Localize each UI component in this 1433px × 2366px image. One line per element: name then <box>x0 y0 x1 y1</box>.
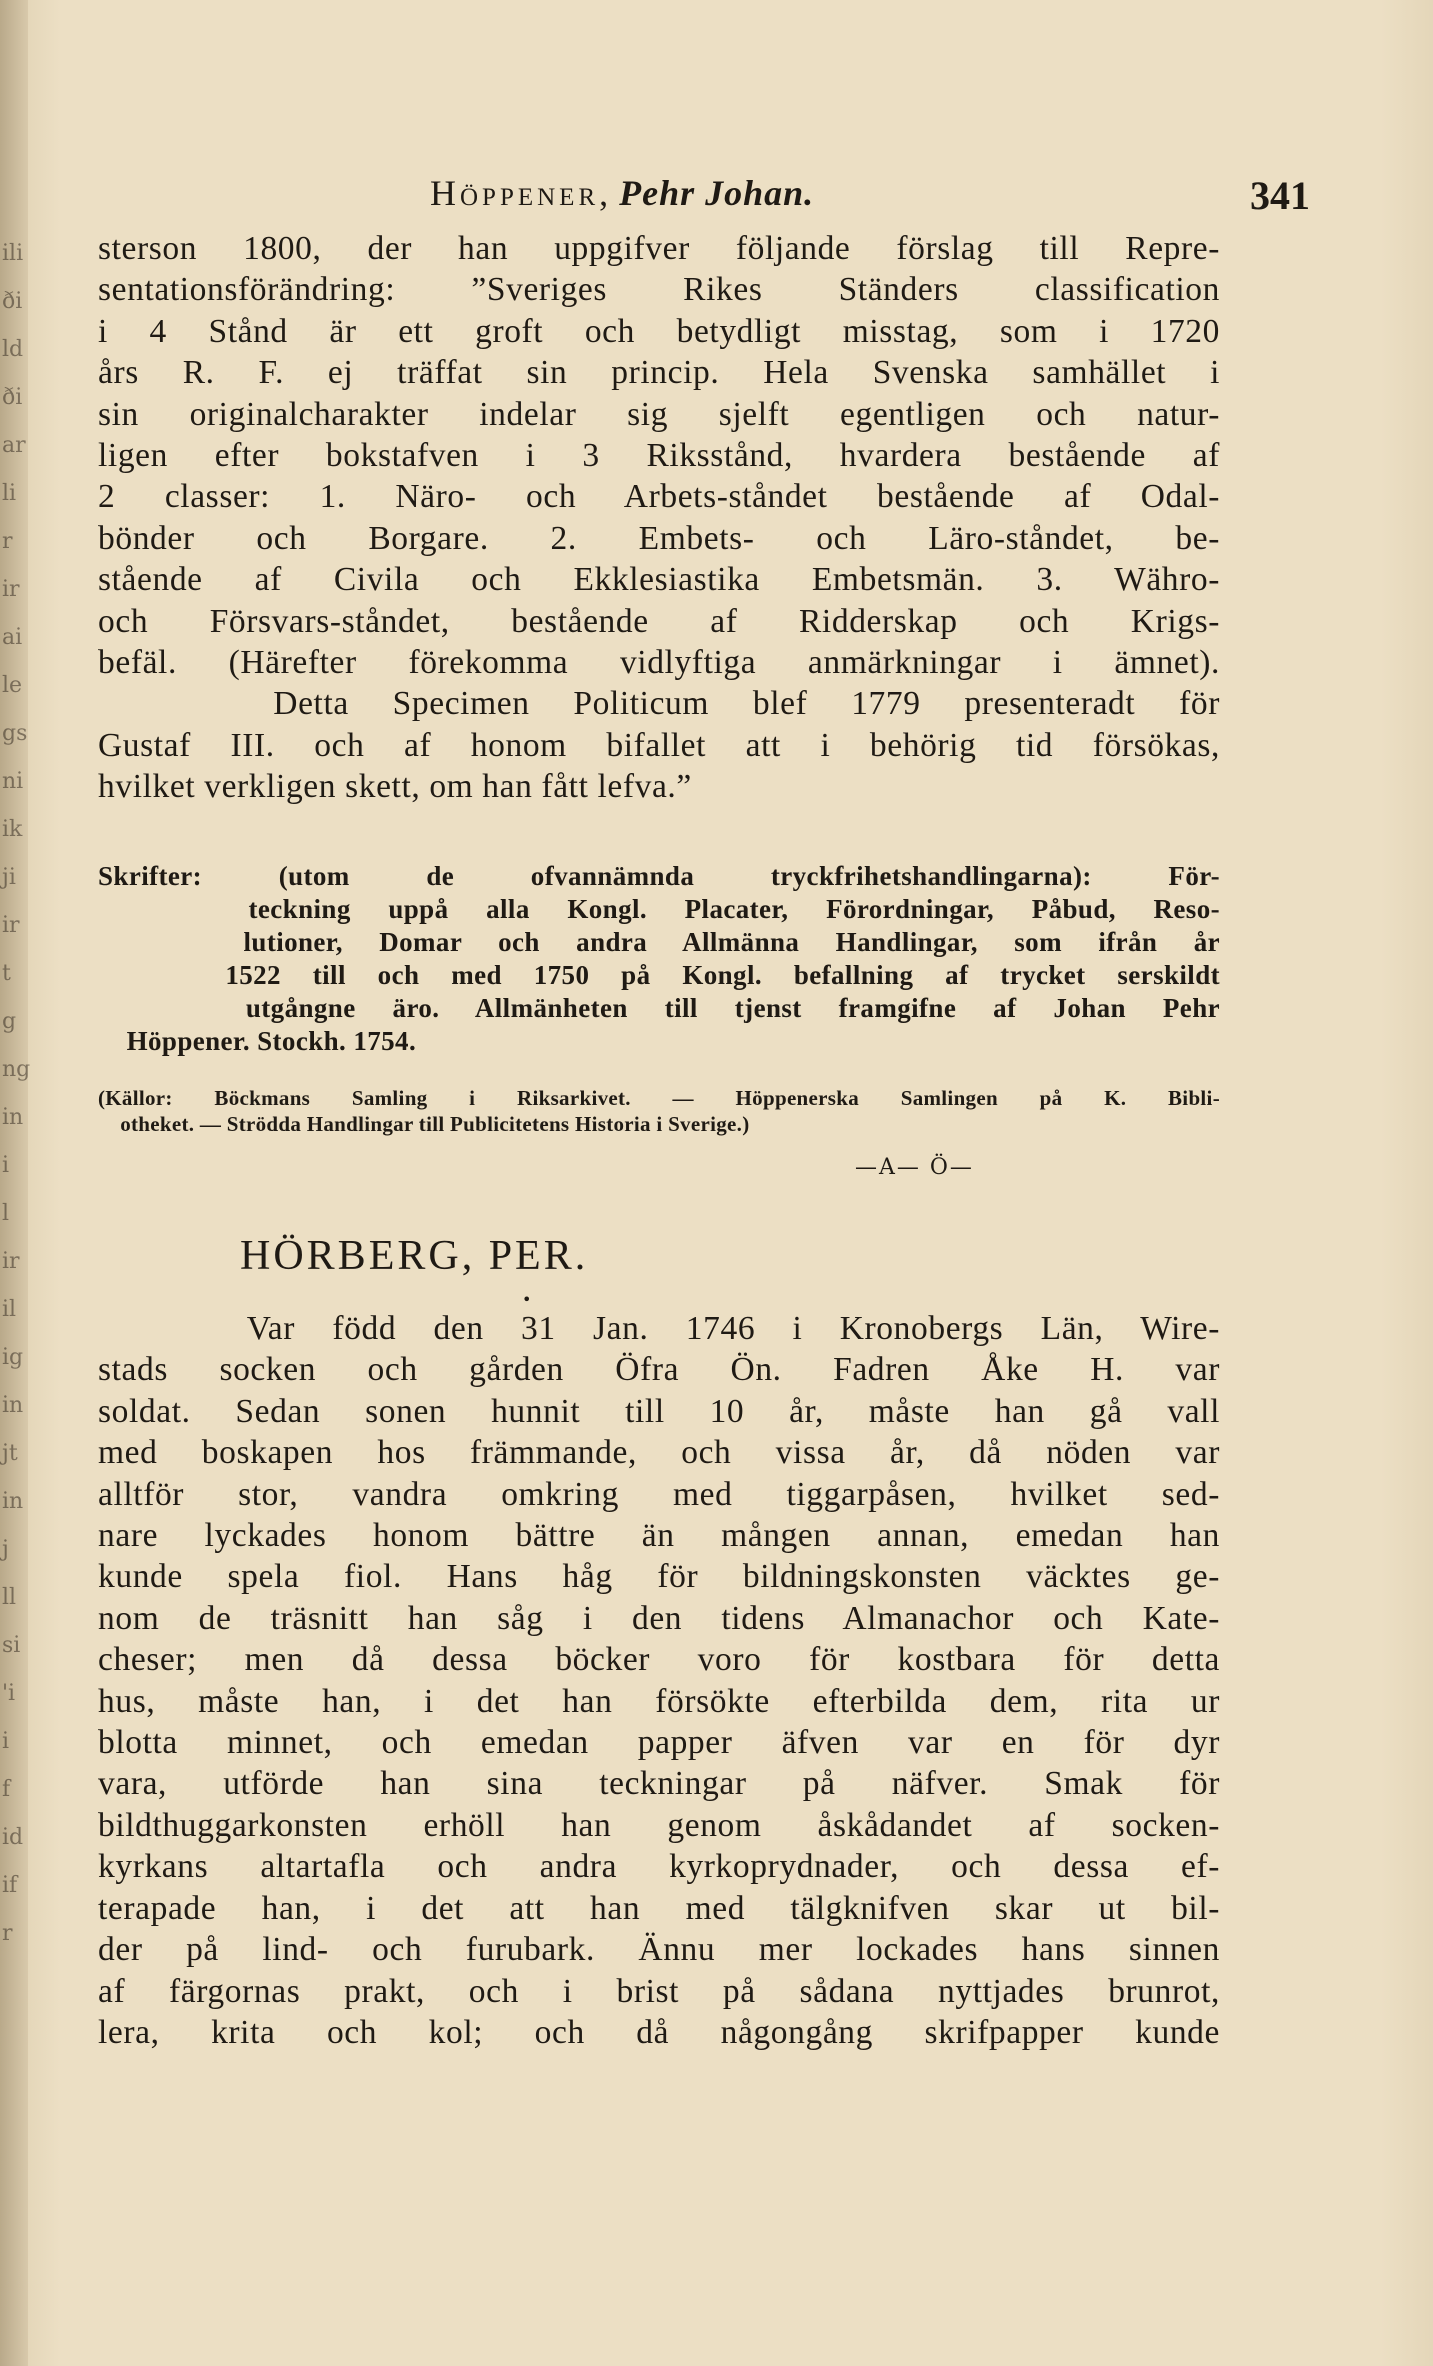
page-number: 341 <box>1250 173 1310 218</box>
text-line: terapade han, i det att han med tälgknifven skar ut bil- <box>98 1889 1220 1927</box>
text-line: blotta minnet, och emedan papper äfven var en för dyr <box>98 1724 1220 1762</box>
text-line: af färgornas prakt, och i brist på sådana nyttjades brunrot, <box>98 1972 1220 2010</box>
skrifter-section <box>98 860 1220 1058</box>
text-line: stående af Civila och Ekklesiastika Embetsmän. 3. Währo- <box>98 561 1220 599</box>
entry-continuation <box>98 228 1220 808</box>
text-line: lutioner, Domar och andra Allmänna Handlingar, som ifrån år <box>98 927 1220 957</box>
text-line: i 4 Stånd är ett groft och betydligt misstag, som i 1720 <box>98 312 1220 350</box>
text-line: sentationsförändring: ”Sveriges Rikes Ständers classification <box>98 271 1220 309</box>
text-line: utgångne äro. Allmänheten till tjenst framgifne af Johan Pehr <box>98 993 1220 1023</box>
text-line: Var född den 31 Jan. 1746 i Kronobergs Län, Wire- <box>98 1310 1220 1347</box>
text-line: hvilket verkligen skett, om han fått lefva.” <box>98 768 692 806</box>
text-line: alltför stor, vandra omkring med tiggarpåsen, hvilket sed- <box>98 1475 1220 1513</box>
text-line: kyrkans altartafla och andra kyrkoprydnader, och dessa ef- <box>98 1848 1220 1886</box>
text-line: teckning uppå alla Kongl. Placater, Förordningar, Påbud, Reso- <box>98 894 1220 924</box>
text-line: bildthuggarkonsten erhöll han genom åskådandet af socken- <box>98 1806 1220 1844</box>
facing-page-bleed-text: ili ði ld ði ar li r ir ai le gs ni ik ji ir t g ng in i l ir il ig in jt in j ll si 'i i f id if r <box>2 241 31 1946</box>
text-line: sin originalcharakter indelar sig sjelft egentligen och natur- <box>98 395 1220 433</box>
text-line: Skrifter: (utom de ofvannämnda tryckfrihetshandlingarna): För- <box>98 861 1220 891</box>
page-header <box>430 172 1340 222</box>
text-line: ligen efter bokstafven i 3 Riksstånd, hvardera bestående af <box>98 437 1220 475</box>
text-line: sterson 1800, der han uppgifver följande förslag till Repre- <box>98 230 1220 267</box>
text-line: Höppener. Stockh. 1754. <box>98 1026 417 1056</box>
text-line: Detta Specimen Politicum blef 1779 presenteradt för <box>98 685 1220 723</box>
text-line: nare lyckades honom bättre än mången annan, emedan han <box>98 1517 1220 1555</box>
running-head-given-names: Pehr Johan. <box>619 173 815 213</box>
text-line: 2 classer: 1. Näro- och Arbets-ståndet bestående af Odal- <box>98 478 1220 516</box>
text-line: vara, utförde han sina teckningar på näfver. Smak för <box>98 1765 1220 1803</box>
text-line: och Försvars-ståndet, bestående af Ridderskap och Krigs- <box>98 602 1220 640</box>
print-speck: • <box>522 1290 532 1309</box>
running-head: Höppener, Pehr Johan. <box>430 173 815 213</box>
text-line: bönder och Borgare. 2. Embets- och Läro-ståndet, be- <box>98 519 1220 557</box>
sources-note <box>98 1085 1220 1137</box>
section-separator: —A— Ö— <box>855 1155 974 1180</box>
text-line: stads socken och gården Öfra Ön. Fadren Åke H. var <box>98 1351 1220 1389</box>
text-line: cheser; men då dessa böcker voro för kostbara för detta <box>98 1641 1220 1679</box>
text-line: 1522 till och med 1750 på Kongl. befallning af trycket serskildt <box>98 960 1220 990</box>
entry-body <box>98 1308 1220 2053</box>
text-line: der på lind- och furubark. Ännu mer lockades hans sinnen <box>98 1931 1220 1969</box>
text-line: hus, måste han, i det han försökte efterbilda dem, rita ur <box>98 1682 1220 1720</box>
text-line: Gustaf III. och af honom bifallet att i behörig tid försökas, <box>98 726 1220 764</box>
entry-heading: HÖRBERG, PER. <box>240 1233 589 1279</box>
text-line: lera, krita och kol; och då någongång skrifpapper kunde <box>98 2013 1220 2051</box>
text-line: (Källor: Böckmans Samling i Riksarkivet. — Höppenerska Samlingen på K. Bibli- <box>98 1086 1220 1110</box>
text-line: kunde spela fiol. Hans håg för bildningskonsten väcktes ge- <box>98 1558 1220 1596</box>
text-line: nom de träsnitt han såg i den tidens Almanachor och Kate- <box>98 1599 1220 1637</box>
running-head-surname: Höppener <box>430 173 600 213</box>
text-line: befäl. (Härefter förekomma vidlyftiga anmärkningar i ämnet). <box>98 644 1220 682</box>
text-line: soldat. Sedan sonen hunnit till 10 år, måste han gå vall <box>98 1392 1220 1430</box>
page-gutter <box>0 0 31 2366</box>
text-line: otheket. — Strödda Handlingar till Publicitetens Historia i Sverige.) <box>98 1112 750 1136</box>
text-line: års R. F. ej träffat sin princip. Hela Svenska samhället i <box>98 354 1220 392</box>
text-line: med boskapen hos främmande, och vissa år, då nöden var <box>98 1434 1220 1472</box>
